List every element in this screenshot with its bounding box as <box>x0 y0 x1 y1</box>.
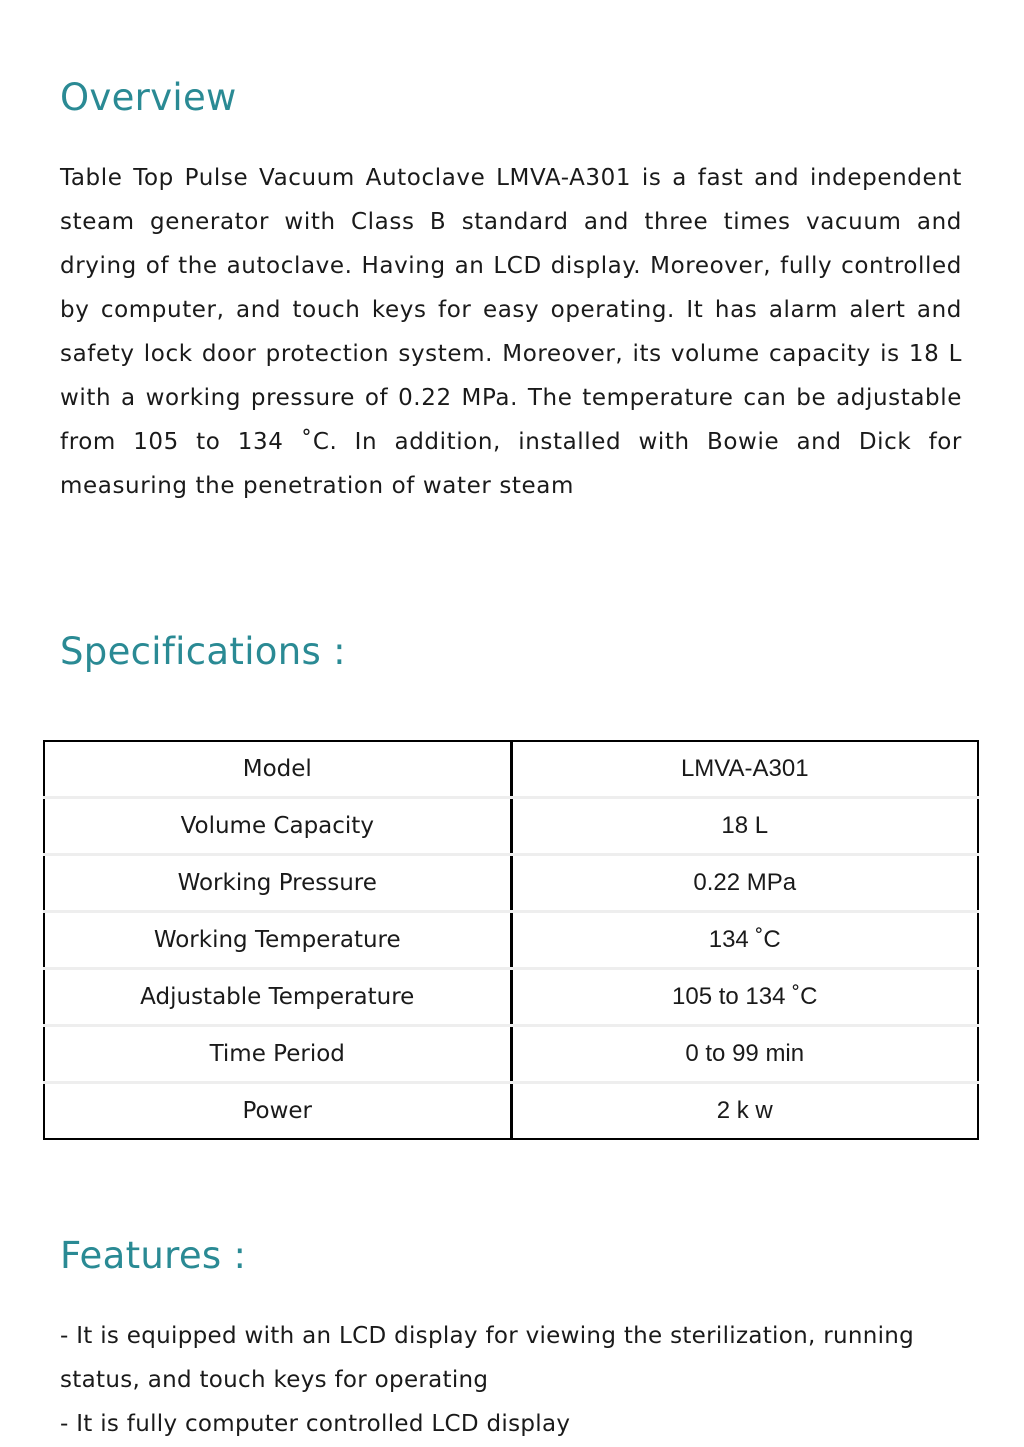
spec-label: Working Temperature <box>44 912 511 969</box>
spec-value: 0.22 MPa <box>511 855 978 912</box>
spec-value: 134 ˚C <box>511 912 978 969</box>
table-row <box>44 855 978 912</box>
spec-label: Working Pressure <box>44 855 511 912</box>
table-row <box>44 798 978 855</box>
spec-label: Time Period <box>44 1026 511 1083</box>
list-item: - It is fully computer controlled LCD display <box>60 1411 571 1437</box>
features-heading: Features : <box>60 1234 247 1277</box>
spec-value: 105 to 134 ˚C <box>511 969 978 1026</box>
overview-heading: Overview <box>60 76 237 119</box>
spec-label: Power <box>44 1083 511 1140</box>
spec-label: Adjustable Temperature <box>44 969 511 1026</box>
table-row <box>44 1026 978 1083</box>
spec-value: 2 k w <box>716 1097 773 1124</box>
list-item: - It is equipped with an LCD display for viewing the sterilization, running status, and touch keys for operating <box>60 1323 915 1393</box>
table-row <box>44 969 978 1026</box>
spec-label: Model <box>44 741 511 798</box>
spec-label: Volume Capacity <box>44 798 511 855</box>
table-row <box>44 912 978 969</box>
features-list <box>60 1314 980 1446</box>
table-row <box>44 1083 978 1140</box>
specifications-heading: Specifications : <box>60 630 346 673</box>
spec-value: LMVA-A301 <box>511 741 978 798</box>
specifications-table <box>43 740 979 1140</box>
spec-value: 0 to 99 min <box>511 1026 978 1083</box>
spec-value: 18 L <box>511 798 978 855</box>
table-row <box>44 741 978 798</box>
overview-paragraph: Table Top Pulse Vacuum Autoclave LMVA-A301 is a fast and independent steam generator with Class B standard and three times vacuum and drying of the autoclave. Having an LCD display. Moreover, fully controlled by computer, and touch keys for easy operating. It has alarm alert and safety lock door protection system. Moreover, its volume capacity is 18 L with a working pressure of 0.22 MPa. The temperature can be adjustable from 105 to 134 ˚C. In addition, installed with Bowie and Dick for measuring the penetration of water steam <box>60 165 962 499</box>
